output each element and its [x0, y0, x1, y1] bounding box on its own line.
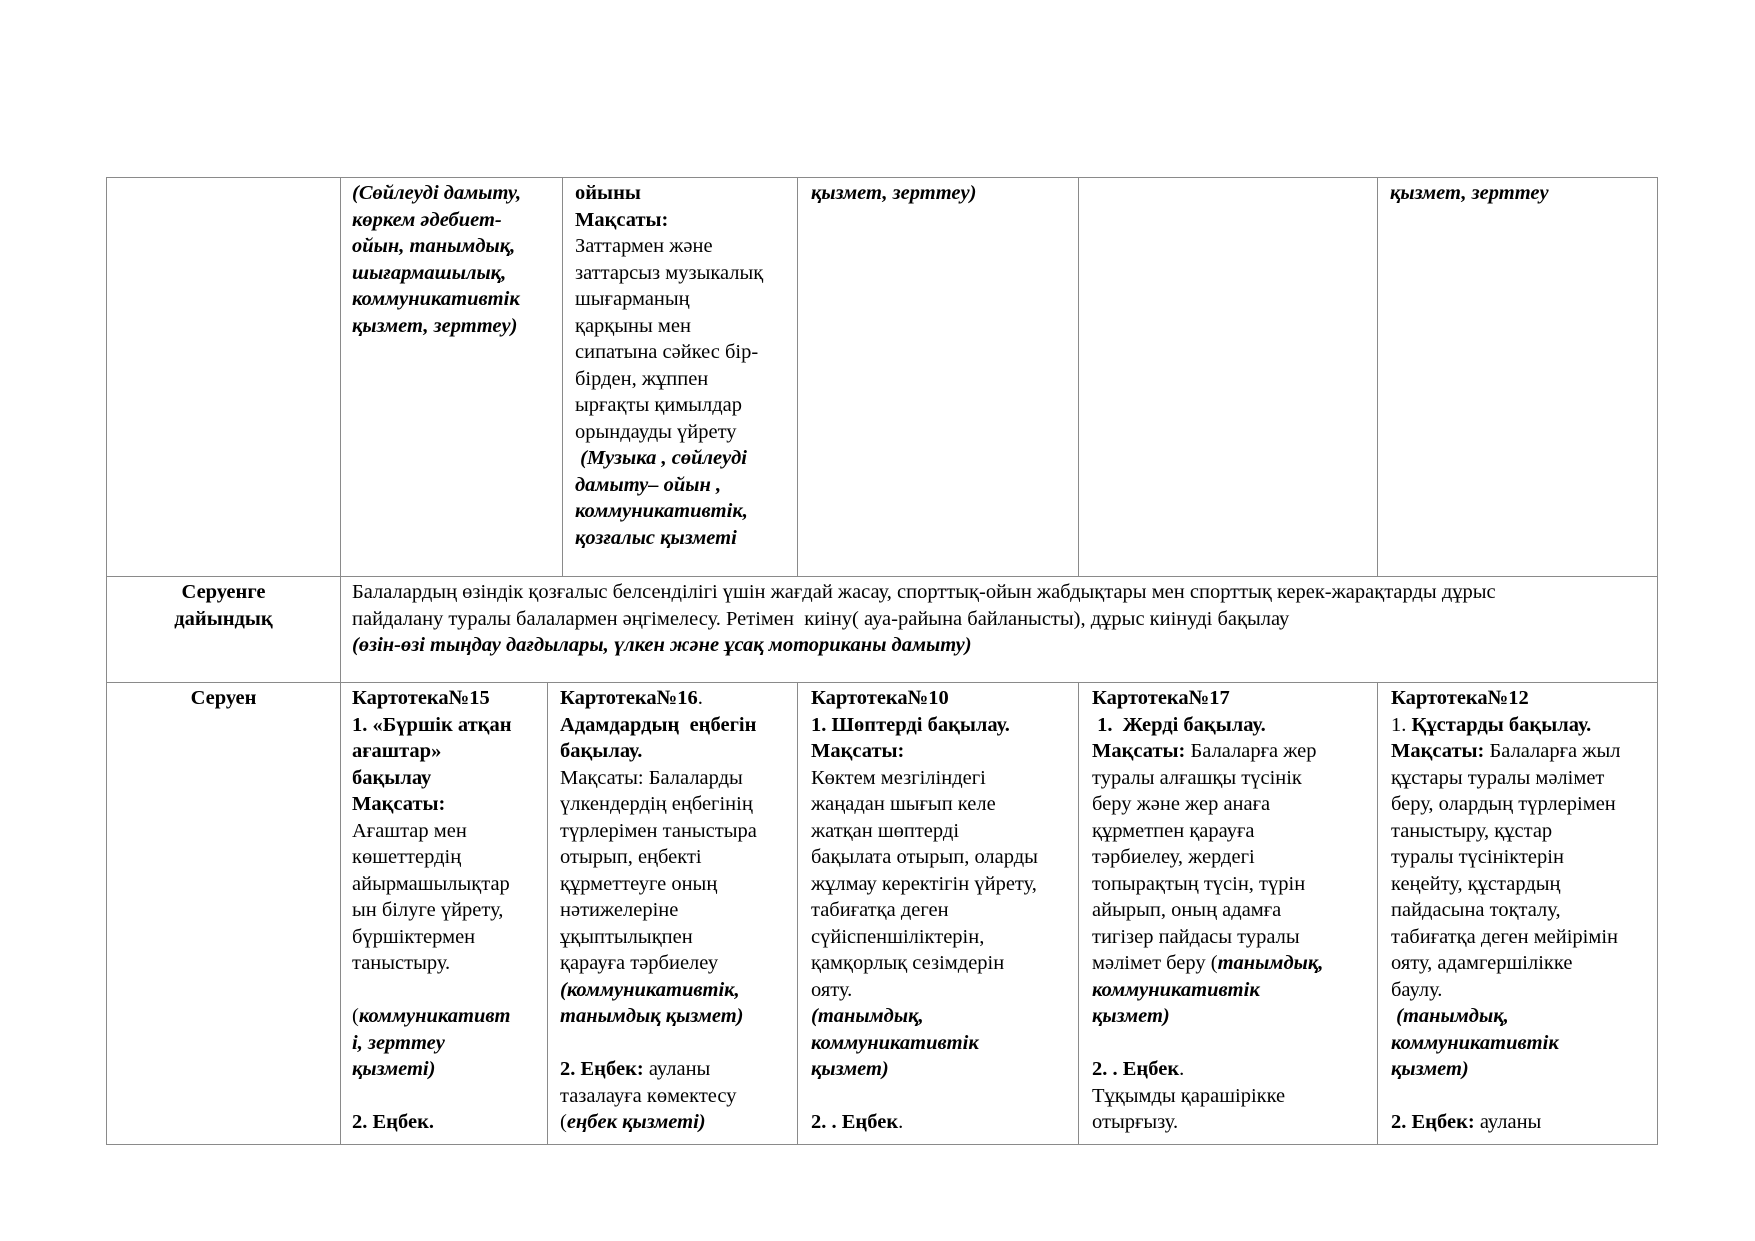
card-observation: бақылау. [560, 740, 643, 762]
row1-cell-3 [575, 180, 763, 551]
row1-cell-3-activity: дамыту– ойын , [575, 473, 722, 496]
row3-label-text: Серуен [190, 687, 257, 709]
card-observation-number: 1. [1391, 713, 1412, 736]
card-activity: (танымдық, [811, 1005, 924, 1027]
card-body-line: қамқорлық сезімдерін [811, 952, 1005, 974]
card-body-text: мәлімет беру ( [1092, 952, 1218, 974]
card-title: Картотека№10 [811, 687, 949, 709]
row1-cell-2-text: ойын, танымдық, [352, 235, 516, 257]
row1-cell-2-text: қызмет, зерттеу) [352, 314, 518, 337]
row2-label [106, 579, 341, 632]
card-work: 2. . Еңбек [1092, 1058, 1180, 1080]
card-goal-text: Балаларға жыл [1484, 740, 1621, 762]
card-work-line: тазалауға көмектесу [560, 1084, 737, 1107]
card-activity: танымдық, [1217, 952, 1324, 974]
row2-label-line-2: дайындық [174, 607, 273, 630]
card-activity: (танымдық, [1391, 1005, 1509, 1027]
row1-cell-3-heading: ойыны [575, 182, 641, 204]
table-col-divider-label [340, 177, 341, 1145]
walk-card-17 [1092, 685, 1323, 1136]
card-body-line: беру және жер анаға [1092, 793, 1271, 815]
card-spacer [560, 1030, 757, 1057]
card-observation: 1. Жерді бақылау. [1092, 713, 1266, 736]
card-body-line: ұқыптылықпен [560, 925, 693, 948]
card-title: Картотека№12 [1391, 687, 1529, 709]
card-body-line: таныстыру. [352, 952, 451, 974]
card-body-line: бүршіктермен [352, 925, 476, 948]
card-body-line: айырмашылықтар [352, 872, 510, 895]
card-work-line [811, 1109, 1038, 1136]
card-activity: коммуникативтік [1391, 1031, 1559, 1054]
card-work-label: 2. Еңбек: [560, 1058, 644, 1080]
card-work-line [1391, 1109, 1620, 1136]
card-work-text: ауланы [643, 1058, 711, 1080]
row2-skills-note: (өзін-өзі тыңдау дағдылары, үлкен және ұсақ моториканы дамыту) [352, 634, 972, 656]
card-body-line: жұлмау керектігін үйрету, [811, 872, 1037, 895]
row1-cell-4-text: қызмет, зерттеу) [811, 182, 977, 204]
row1-cell-2-line-2 [352, 207, 521, 234]
table-col-divider-r3-b [797, 682, 798, 1145]
row1-cell-3-line: бірден, жұппен [575, 367, 709, 390]
card-body-line: ояту, адамгершілікке [1391, 952, 1573, 974]
card-body-line: табиғатқа деген мейірімін [1391, 925, 1619, 948]
card-work-body: отырғызу. [1092, 1111, 1179, 1133]
row2-text-line-1: Балалардың өзіндік қозғалыс белсенділігі үшін жағдай жасау, спорттық-ойын жабдықтары мен спорттық керек-жарақтарды дұрыс [352, 581, 1496, 603]
row1-cell-3-activity: коммуникативтік, [575, 500, 748, 522]
card-observation: Адамдардың еңбегін [560, 713, 757, 736]
card-body-line: ын білуге үйрету, [352, 899, 504, 921]
card-body-line: үлкендердің еңбегінің [560, 793, 753, 815]
card-title: Картотека№15 [352, 687, 490, 709]
card-body-line: топырақтың түсін, түрін [1092, 872, 1306, 895]
card-body-line: Мақсаты: Балаларды [560, 766, 743, 789]
row1-cell-2-line-4 [352, 260, 521, 287]
card-activity-paren: ( [352, 1005, 359, 1027]
card-body-line: Көктем мезгіліндегі [811, 766, 986, 789]
row1-cell-3-activity: (Музыка , сөйлеуді [575, 447, 748, 469]
row1-cell-2 [352, 180, 521, 339]
card-activity: қызмет) [1092, 1005, 1170, 1027]
card-observation-line [1391, 712, 1620, 739]
card-spacer [1092, 1030, 1323, 1057]
row2-content [352, 579, 1496, 659]
card-body-line: нәтижелеріне [560, 899, 679, 921]
row1-cell-3-line: сипатына сәйкес бір- [575, 341, 759, 363]
card-activity: танымдық қызмет) [560, 1005, 744, 1027]
card-body-line: тәрбиелеу, жердегі [1092, 846, 1255, 868]
card-observation: ағаштар» [352, 740, 442, 762]
table-row-divider-2 [106, 682, 1658, 683]
table-border-top [106, 177, 1658, 178]
row2-text-line-2: пайдалану туралы балалармен әңгімелесу. Ретімен киіну( ауа-райына байланысты), дұрыс киінуді бақылау [352, 607, 1290, 630]
card-body-line: табиғатқа деген [811, 899, 949, 921]
card-observation: Құстарды бақылау. [1411, 713, 1592, 736]
card-activity: коммуникативтік [1092, 978, 1260, 1001]
row1-cell-3-line: заттарсыз музыкалық [575, 261, 764, 284]
card-work-line [1092, 1056, 1323, 1083]
table-border-left [106, 177, 107, 1145]
card-activity: қызметі) [352, 1058, 436, 1080]
row1-cell-3-goal-label: Мақсаты: [575, 208, 669, 231]
row1-cell-6-text: қызмет, зерттеу [1390, 182, 1549, 204]
card-activity: қызмет) [811, 1058, 889, 1080]
row1-cell-2-line-3 [352, 233, 521, 260]
card-body-line: сүйіспеншіліктерін, [811, 925, 985, 948]
card-body-line: баулу. [1391, 978, 1443, 1001]
card-spacer [1391, 1083, 1620, 1110]
card-body-line: жаңадан шығып келе [811, 793, 996, 815]
table-border-bottom [106, 1144, 1658, 1145]
card-work-text: ауланы [1474, 1111, 1542, 1133]
card-body-line: түрлерімен таныстыра [560, 819, 757, 842]
card-observation: 1. «Бүршік атқан [352, 713, 512, 736]
card-goal-line [1092, 738, 1323, 765]
row2-label-line-1: Серуенге [181, 581, 266, 603]
card-body-line [1092, 950, 1323, 977]
card-activity: (коммуникативтік, [560, 978, 740, 1001]
card-body-line: таныстыру, құстар [1391, 819, 1553, 842]
row3-label [106, 685, 341, 712]
card-body-line: ояту. [811, 978, 853, 1001]
walk-card-15 [352, 685, 512, 1136]
table-col-divider-r1-c [1078, 177, 1079, 577]
row1-cell-3-line: орындауды үйрету [575, 420, 737, 443]
card-body-line: туралы түсініктерін [1391, 846, 1564, 868]
card-goal-text: Балаларға жер [1185, 740, 1317, 762]
card-title: Картотека№17 [1092, 687, 1230, 709]
card-body-line: бақылата отырып, оларды [811, 846, 1038, 868]
card-work-tail: . [898, 1111, 904, 1133]
walk-card-16 [560, 685, 757, 1136]
card-body-line: құстары туралы мәлімет [1391, 766, 1605, 789]
card-body-line: құрметтеуге оның [560, 872, 718, 895]
table-col-divider-r1-a [562, 177, 563, 577]
card-work: 2. Еңбек. [352, 1111, 434, 1133]
row1-cell-2-text: көркем әдебиет- [352, 208, 502, 231]
card-observation: бақылау [352, 766, 432, 789]
card-title: Картотека№16 [560, 687, 698, 709]
table-col-divider-r3-c [1078, 682, 1079, 1145]
row1-cell-3-activity: қозғалыс қызметі [575, 526, 737, 549]
card-work-label: 2. Еңбек: [1391, 1111, 1475, 1133]
card-body-line: отырып, еңбекті [560, 846, 702, 868]
walk-card-12 [1391, 685, 1620, 1136]
card-work-line [560, 1109, 757, 1136]
row1-cell-2-line-5 [352, 286, 521, 313]
row1-cell-2-line-6 [352, 313, 521, 340]
row1-cell-3-line: қарқыны мен [575, 314, 691, 337]
row1-cell-2-text: шығармашылық, [352, 261, 507, 284]
card-work-line [560, 1056, 757, 1083]
card-activity: коммуникативтік [811, 1031, 979, 1054]
card-activity: қызмет) [1391, 1058, 1469, 1080]
card-body-line: жатқан шөптерді [811, 819, 960, 842]
row1-cell-3-line: Заттармен және [575, 235, 713, 257]
row1-cell-6 [1390, 180, 1549, 207]
card-body-line: туралы алғашқы түсінік [1092, 766, 1302, 789]
card-work: 2. . Еңбек [811, 1111, 899, 1133]
card-spacer [352, 1083, 512, 1110]
card-spacer [811, 1083, 1038, 1110]
row1-cell-3-line: ырғақты қимылдар [575, 394, 743, 416]
card-goal-label: Мақсаты: [1391, 740, 1485, 762]
table-col-divider-r3-a [547, 682, 548, 1145]
card-goal-label: Мақсаты: [352, 793, 446, 815]
card-body-line: айырып, оның адамға [1092, 899, 1282, 921]
row1-cell-4 [811, 180, 976, 207]
card-goal-label: Мақсаты: [1092, 740, 1186, 762]
card-body-line: көшеттердің [352, 846, 462, 868]
row1-cell-2-text: (Сөйлеуді дамыту, [352, 182, 522, 204]
card-body-line: беру, олардың түрлерімен [1391, 793, 1616, 815]
row1-cell-3-line: шығарманың [575, 288, 690, 310]
card-goal-line [1391, 738, 1620, 765]
row1-cell-2-line-1 [352, 180, 521, 207]
card-body-line: тигізер пайдасы туралы [1092, 925, 1300, 948]
row1-cell-2-text: коммуникативтік [352, 288, 520, 310]
card-title-line [560, 685, 757, 712]
card-activity: коммуникативт [358, 1005, 511, 1027]
card-body-line: құрметпен қарауға [1092, 819, 1255, 842]
card-work-activity: еңбек қызметі) [566, 1111, 706, 1133]
table-border-right [1657, 177, 1658, 1145]
card-body-line: қарауға тәрбиелеу [560, 952, 719, 974]
table-col-divider-r3-d [1377, 682, 1378, 1145]
table-row-divider-1 [106, 576, 1658, 577]
card-observation: 1. Шөптерді бақылау. [811, 713, 1010, 736]
card-goal-label: Мақсаты: [811, 740, 905, 762]
card-title-tail: . [697, 687, 703, 709]
card-spacer [352, 977, 512, 1004]
card-work-body: Тұқымды қарашірікке [1092, 1084, 1286, 1107]
card-work-tail: . [1179, 1058, 1185, 1080]
card-activity: і, зерттеу [352, 1031, 445, 1054]
walk-card-10 [811, 685, 1038, 1136]
card-body-line: кеңейту, құстардың [1391, 872, 1561, 895]
card-body-line: Ағаштар мен [352, 819, 467, 842]
card-activity-line [352, 1003, 512, 1030]
card-work-paren: ( [560, 1111, 567, 1133]
card-body-line: пайдасына тоқталу, [1391, 899, 1561, 921]
table-col-divider-r1-d [1377, 177, 1378, 577]
table-col-divider-r1-b [797, 177, 798, 577]
